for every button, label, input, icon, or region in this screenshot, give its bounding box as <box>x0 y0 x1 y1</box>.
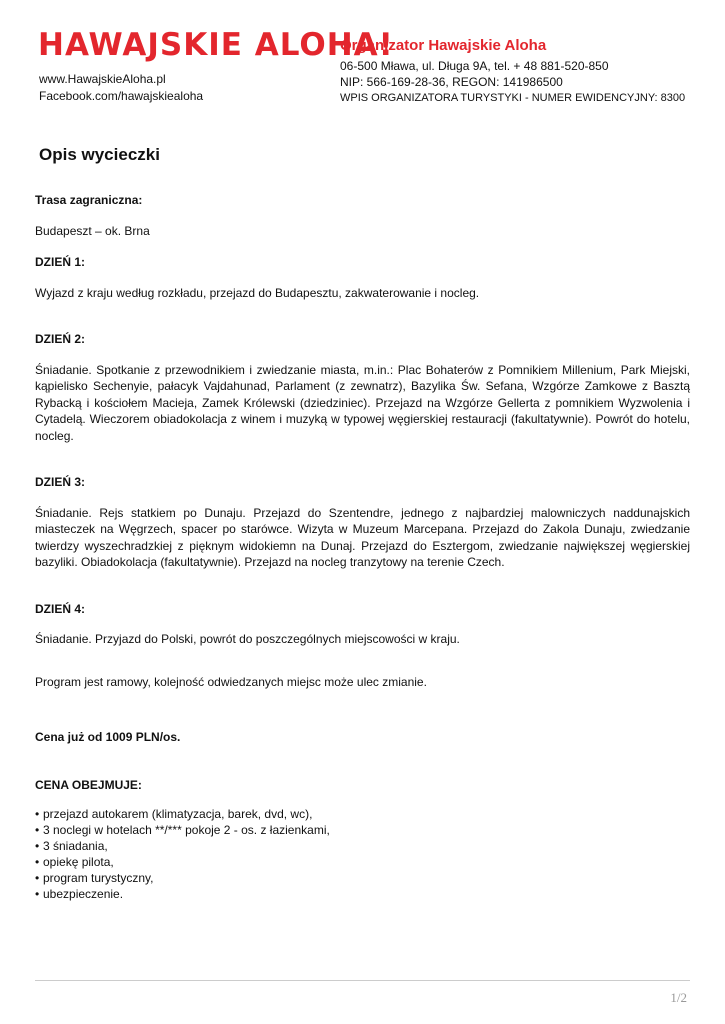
includes-heading: CENA OBEJMUJE: <box>35 777 142 792</box>
organizer-registry: NIP: 566-169-28-36, REGON: 141986500 <box>340 75 563 89</box>
organizer-license: WPIS ORGANIZATORA TURYSTYKI - NUMER EWIDENCYJNY: 8300 <box>340 92 686 104</box>
day-4-text: Śniadanie. Przyjazd do Polski, powrót do poszczególnych miejscowości w kraju. <box>35 632 460 646</box>
day-3-heading: DZIEŃ 3: <box>35 475 86 489</box>
company-logo: HAWAJSKIE ALOHA! <box>38 27 394 63</box>
list-item: • ubezpieczenie. <box>35 886 690 902</box>
organizer-info <box>340 37 685 106</box>
day-2-text: Śniadanie. Spotkanie z przewodnikiem i zwiedzanie miasta, m.in.: Plac Bohaterów z Pomnikiem Millenium, Park Miejski, kąpielisko Sechenyie, pałacyk Vajdahunad, Parlament (z zewnatrz), Bazylika Św. Sefana, Wzgórze Zamkowe z Basztą Rybacką i kościołem Macieja, Zamek Królewski (dziedziniec). Przejazd na Wzgórze Gellerta z pomnikiem Wyzwolenia i Cytadelą. Wieczorem obiadokolacja z winem i muzyką w typowej węgierskiej restauracji (fakultatywnie). Powrót do hotelu, nocleg. <box>35 362 690 443</box>
price-info: Cena już od 1009 PLN/os. <box>35 730 181 744</box>
website-link[interactable]: www.HawajskieAloha.pl <box>39 72 166 86</box>
facebook-link[interactable]: Facebook.com/hawajskiealoha <box>39 89 204 103</box>
day-1-heading: DZIEŃ 1: <box>35 255 86 269</box>
day-2-heading: DZIEŃ 2: <box>35 332 86 346</box>
list-item: • 3 noclegi w hotelach **/*** pokoje 2 - os. z łazienkami, <box>35 822 690 838</box>
includes-list <box>35 806 690 902</box>
site-links <box>39 71 203 105</box>
list-item: • program turystyczny, <box>35 870 690 886</box>
page-number: 1/2 <box>670 990 687 1005</box>
footer-divider <box>35 980 690 981</box>
day-3-text: Śniadanie. Rejs statkiem po Dunaju. Przejazd do Szentendre, jednego z najbardziej malowniczych naddunajskich miasteczek na Węgrzech, spacer po starówce. Wizyta w Muzeum Marcepana. Przejazd do Zakola Dunaju, zwiedzanie twierdzy wyszechradzkiej z pięknym widokiemn na Dunaj. Przejazd do Esztergom, zwiedzanie największej węgierskiej bazyliki. Obiadokolacja (fakultatywnie). Przejazd na nocleg tranzytowy na terenie Czech. <box>35 505 690 569</box>
list-item: • 3 śniadania, <box>35 838 690 854</box>
list-item: • opiekę pilota, <box>35 854 690 870</box>
program-note: Program jest ramowy, kolejność odwiedzanych miejsc może ulec zmianie. <box>35 674 427 689</box>
route-text: Budapeszt – ok. Brna <box>35 223 150 238</box>
day-4-heading: DZIEŃ 4: <box>35 601 86 616</box>
route-heading: Trasa zagraniczna: <box>35 193 143 207</box>
list-item: • przejazd autokarem (klimatyzacja, barek, dvd, wc), <box>35 806 690 822</box>
organizer-address: 06-500 Mława, ul. Długa 9A, tel. + 48 881-520-850 <box>340 59 609 73</box>
page-title: Opis wycieczki <box>39 145 160 164</box>
document-body <box>35 192 690 902</box>
organizer-name: Organizator Hawajskie Aloha <box>340 37 547 54</box>
day-1-text: Wyjazd z kraju według rozkładu, przejazd do Budapesztu, zakwaterowanie i nocleg. <box>35 285 480 300</box>
